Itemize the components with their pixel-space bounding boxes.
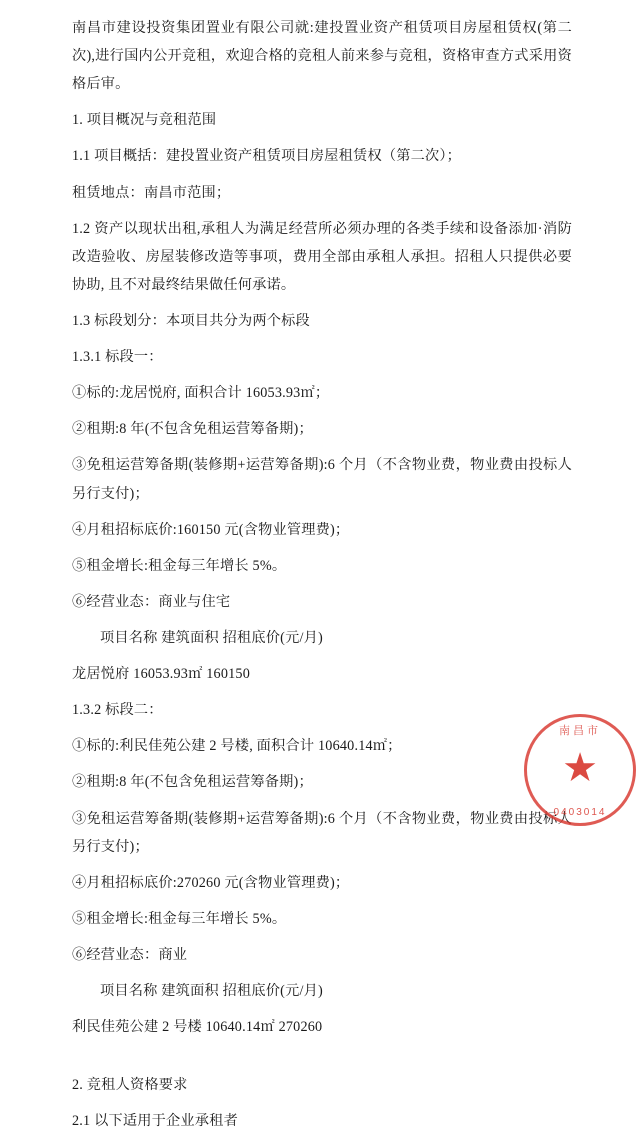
paragraph-intro: 南昌市建设投资集团置业有限公司就:建投置业资产租赁项目房屋租赁权(第二次),进行国内公开竞租，欢迎合格的竞租人前来参与竞租，资格审查方式采用资格后审。 bbox=[72, 20, 572, 93]
lot2-table-header: 项目名称 建筑面积 招租底价(元/月) bbox=[100, 983, 323, 1000]
paragraph-lease-location: 租赁地点：南昌市范围； bbox=[72, 184, 231, 201]
lot2-item-term: ②租期:8 年(不包含免租运营筹备期)； bbox=[72, 774, 313, 791]
section-spacer bbox=[72, 1049, 572, 1071]
seal-bottom-text: 0403014 bbox=[553, 807, 607, 818]
lot2-table-row: 利民佳苑公建 2 号楼 10640.14㎡ 270260 bbox=[72, 1019, 323, 1036]
lot1-item-base-price: ④月租招标底价:160150 元(含物业管理费)； bbox=[72, 521, 350, 538]
lot1-item-business-type: ⑥经营业态：商业与住宅 bbox=[72, 593, 231, 610]
lot2-item-rent-growth: ⑤租金增长:租金每三年增长 5%。 bbox=[72, 910, 287, 927]
lot2-item-free-period: ③免租运营筹备期(装修期+运营筹备期):6 个月（不含物业费，物业费由投标人另行支付)； bbox=[72, 810, 572, 855]
lot2-item-business-type: ⑥经营业态：商业 bbox=[72, 946, 188, 963]
lot1-item-term: ②租期:8 年(不包含免租运营筹备期)； bbox=[72, 421, 313, 438]
paragraph-1-3-2: 1.3.2 标段二： bbox=[72, 702, 163, 719]
star-icon: ★ bbox=[562, 744, 598, 790]
lot2-item-target: ①标的:利民佳苑公建 2 号楼, 面积合计 10640.14㎡； bbox=[72, 738, 402, 755]
paragraph-1-3: 1.3 标段划分：本项目共分为两个标段 bbox=[72, 312, 310, 329]
lot1-table-header: 项目名称 建筑面积 招租底价(元/月) bbox=[100, 629, 323, 646]
paragraph-1-2: 1.2 资产以现状出租,承租人为满足经营所必须办理的各类手续和设备添加·消防改造验收、房屋装修改造等事项，费用全部由承租人承担。招租人只提供必要协助, 且不对最终结果做任何承诺。 bbox=[72, 220, 572, 293]
heading-section-1: 1. 项目概况与竞租范围 bbox=[72, 112, 217, 129]
paragraph-2-1: 2.1 以下适用于企业承租者 bbox=[72, 1113, 238, 1130]
lot2-item-base-price: ④月租招标底价:270260 元(含物业管理费)； bbox=[72, 874, 350, 891]
lot1-table-row: 龙居悦府 16053.93㎡ 160150 bbox=[72, 666, 250, 683]
paragraph-1-1: 1.1 项目概括：建投置业资产租赁项目房屋租赁权（第二次）； bbox=[72, 148, 462, 165]
paragraph-1-3-1: 1.3.1 标段一： bbox=[72, 349, 163, 366]
lot1-item-target: ①标的:龙居悦府, 面积合计 16053.93㎡； bbox=[72, 385, 330, 402]
lot1-item-free-period: ③免租运营筹备期(装修期+运营筹备期):6 个月（不含物业费，物业费由投标人另行支付)； bbox=[72, 457, 572, 502]
lot1-item-rent-growth: ⑤租金增长:租金每三年增长 5%。 bbox=[72, 557, 287, 574]
heading-section-2: 2. 竞租人资格要求 bbox=[72, 1077, 188, 1094]
seal-top-text: 南昌市 bbox=[559, 725, 601, 737]
